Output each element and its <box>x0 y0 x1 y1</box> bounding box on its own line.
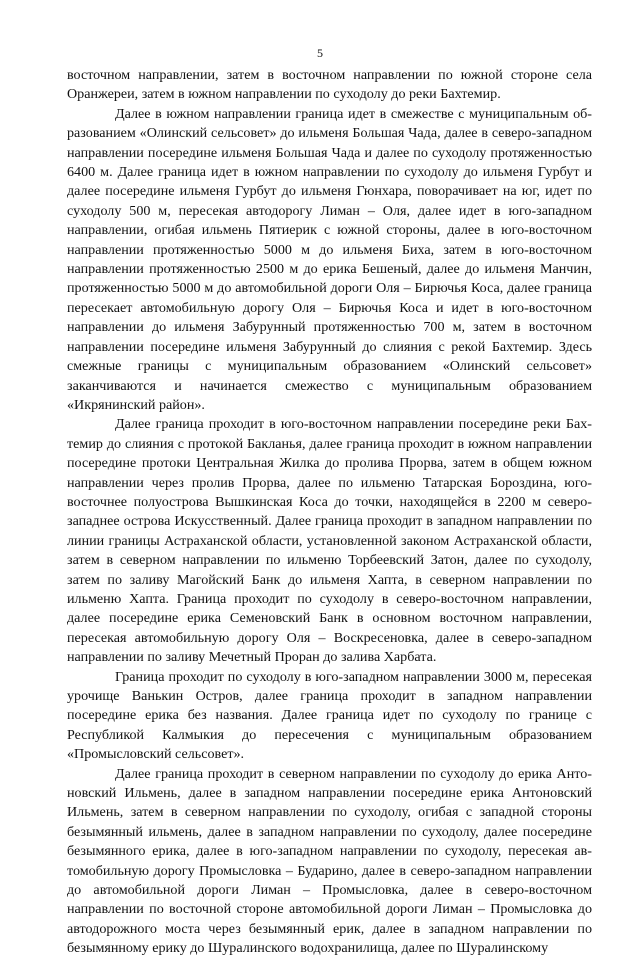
paragraph: Граница проходит по суходолу в юго-западном направлении 3000 м, пересекая урочище Ванькин Остров, далее граница проходит в западном направлении посередине ерика без названия. Далее граница идет по суходолу по границе с Республикой Калмыкия до пересечения с муниципальным образованием «Промысловский сельсовет». <box>67 668 592 763</box>
paragraph: Далее в южном направлении граница идет в смежестве с муниципальным образованием «Олинский сельсовет» до ильменя Большая Чада, далее в северо-западном направлении посередине ильменя Большая Чада и далее по суходолу протяженностью 6400 м. Далее граница идет в южном направлении по суходолу до ильменя Гурбут и далее посередине ильменя Гурбут до ильменя Гюнхара, поворачивает на юг, идет по суходолу 500 м, пересекая автодорогу Лиман – Оля, далее идет в юго-западном направлении, огибая ильмень Пятиерик с южной стороны, далее в юго-восточном направлении протяженностью 5000 м до ильменя Биха, затем в юго-восточном направлении протяженностью 2500 м до ерика Бешеный, далее до ильменя Манчин, протяженностью 5000 м до автомобильной дороги Оля – Бирючья Коса, далее граница пересекает автомобильную дорогу Оля – Бирючья Коса и идет в юго-восточном направлении до ильменя Забурунный протяженностью 700 м, затем в восточном направлении посередине ильменя Забурунный до слияния с рекой Бахтемир. Здесь смежные границы с муниципальным образованием «Олинский сельсовет» заканчиваются и начинается смежество с муниципальным образованием «Икрянинский район». <box>67 105 592 413</box>
page-number: 5 <box>317 46 323 60</box>
paragraph: Далее граница проходит в северном направлении по суходолу до ерика Антоновский Ильмень, далее в западном направлении посередине ерика Антоновский Ильмень, затем в северном направлении по суходолу, огибая с западной стороны безымянный ильмень, далее в западном направлении по суходолу, далее посередине безымянного ерика, далее в юго-западном направлении по суходолу, пересекая автомобильную дорогу Промысловка – Бударино, далее в северо-западном направлении до автомобильной дороги Лиман – Промысловка, далее в северо-восточном направлении по восточной стороне автомобильной дороги Лиман – Промысловка до автодорожного моста через безымянный ерик, далее в западном направлении по безымянному ерику до Шуралинского водохранилища, далее по Шуралинскому <box>67 765 592 957</box>
document-body <box>67 66 592 959</box>
paragraph-continuation: восточном направлении, затем в восточном направлении по южной стороне села Оранжереи, затем в южном направлении по суходолу до реки Бахтемир. <box>67 67 592 103</box>
paragraph: Далее граница проходит в юго-восточном направлении посередине реки Бахтемир до слияния с протокой Бакланья, далее граница проходит в южном направлении посередине протоки Центральная Жилка до пролива Прорва, затем в общем южном направлении через пролив Прорва, далее по ильменю Татарская Бороздина, юго-восточнее полуострова Вышкинская Коса до точки, находящейся в 2200 м северо-западнее острова Искусственный. Далее граница проходит в западном направлении по линии границы Астраханской области, установленной законом Астраханской области, затем в северном направлении по ильменю Торбеевский Затон, далее по суходолу, затем по заливу Магойский Банк до ильменя Хапта, в северном направлении по ильменю Хапта. Граница проходит по суходолу в северо-восточном направлении, далее посередине ерика Семеновский Банк в основном восточном направлении, пересекая автомобильную дорогу Оля – Воскресеновка, далее в северо-западном направлении по заливу Мечетный Проран до залива Харбата. <box>67 416 592 666</box>
